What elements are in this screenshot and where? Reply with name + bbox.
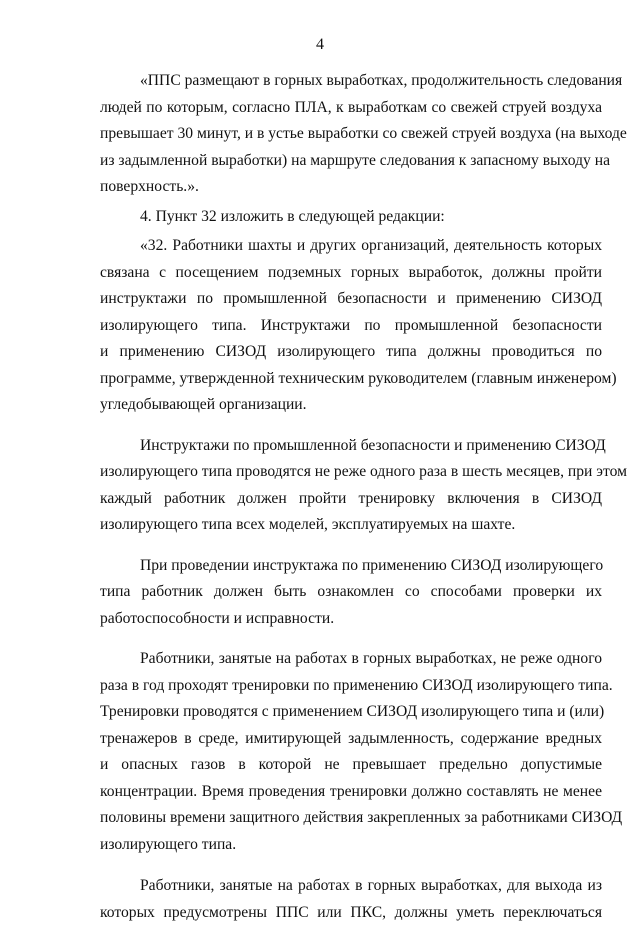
text-line: Работники, занятые на работах в горных выработках, для выхода из [100,873,602,900]
text-line: При проведении инструктажа по применению СИЗОД изолирующего [100,553,602,580]
text-line: «ППС размещают в горных выработках, продолжительность следования [100,68,602,95]
paragraph-pps-placement [100,68,602,201]
text-line: поверхность.». [100,174,602,201]
text-line: Инструктажи по промышленной безопасности и применению СИЗОД [100,433,602,460]
text-line: концентрации. Время проведения тренировки должно составлять не менее [100,779,602,806]
text-line: «32. Работники шахты и других организаций, деятельность которых [100,233,602,260]
text-line: которых предусмотрены ППС или ПКС, должны уметь переключаться [100,900,602,926]
text-line: и применению СИЗОД изолирующего типа должны проводиться по [100,339,602,366]
text-line: Работники, занятые на работах в горных выработках, не реже одного [100,646,602,673]
text-line: и опасных газов в которой не превышает предельно допустимые [100,752,602,779]
text-line: тренажеров в среде, имитирующей задымленность, содержание вредных [100,726,602,753]
text-line: 4. Пункт 32 изложить в следующей редакции: [100,204,602,231]
text-line: инструктажи по промышленной безопасности и применению СИЗОД [100,286,602,313]
text-line: превышает 30 минут, и в устье выработки со свежей струей воздуха (на выходе [100,121,602,148]
text-line: каждый работник должен пройти тренировку включения в СИЗОД [100,486,602,513]
text-line: типа работник должен быть ознакомлен со способами проверки их [100,579,602,606]
text-line: изолирующего типа проводятся не реже одного раза в шесть месяцев, при этом [100,459,602,486]
text-line: людей по которым, согласно ПЛА, к выработкам со свежей струей воздуха [100,95,602,122]
text-line: программе, утвержденной техническим руководителем (главным инженером) [100,366,602,393]
document-body [100,68,602,926]
text-line: изолирующего типа всех моделей, эксплуатируемых на шахте. [100,512,602,539]
paragraph-item-32 [100,233,602,419]
text-line: изолирующего типа. Инструктажи по промышленной безопасности [100,313,602,340]
paragraph-switching [100,873,602,926]
text-line: работоспособности и исправности. [100,606,602,633]
paragraph-item-4 [100,204,602,231]
text-line: угледобывающей организации. [100,392,602,419]
paragraph-briefing-content [100,553,602,633]
paragraph-briefing-frequency [100,433,602,539]
text-line: половины времени защитного действия закрепленных за работниками СИЗОД [100,805,602,832]
text-line: Тренировки проводятся с применением СИЗОД изолирующего типа и (или) [100,699,602,726]
paragraph-training [100,646,602,858]
text-line: раза в год проходят тренировки по применению СИЗОД изолирующего типа. [100,673,602,700]
page-number: 4 [0,35,640,55]
text-line: изолирующего типа. [100,832,602,859]
text-line: связана с посещением подземных горных выработок, должны пройти [100,260,602,287]
text-line: из задымленной выработки) на маршруте следования к запасному выходу на [100,148,602,175]
